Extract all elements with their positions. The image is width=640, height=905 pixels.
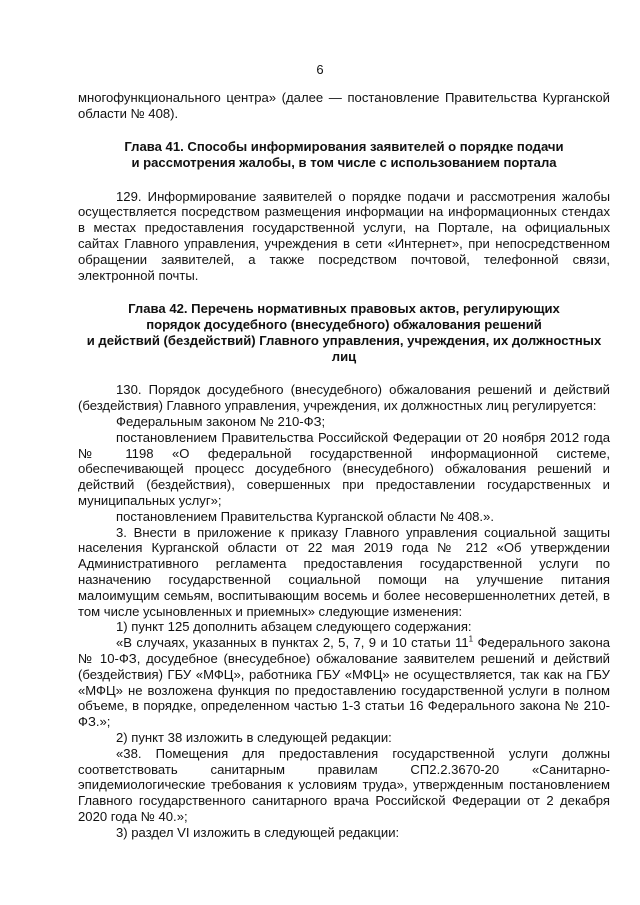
- paragraph-quote-1: [78, 635, 610, 730]
- paragraph-federal-law: Федеральным законом № 210-ФЗ;: [116, 413, 326, 429]
- paragraph-129: 129. Информирование заявителей о порядке подачи и рассмотрения жалобы осуществляется посредством размещения информации на информационных стендах в местах предоставления государственной услуги, на Портале, на официальных сайтах Главного управления, учреждения в сети «Интернет», при непосредственном обращении заявителей, а также посредством почтовой, телефонной связи, электронной почты.: [78, 188, 610, 283]
- chapter-42-title-line: порядок досудебного (внесудебного) обжалования решений: [146, 317, 542, 333]
- paragraph-sub-1: 1) пункт 125 дополнить абзацем следующего содержания:: [116, 619, 472, 635]
- paragraph-kurgan-decree: постановлением Правительства Курганской области № 408.».: [116, 508, 494, 524]
- chapter-42-title-line: Глава 42. Перечень нормативных правовых актов, регулирующих: [128, 301, 560, 317]
- paragraph-item-3: 3. Внести в приложение к приказу Главного управления социальной защиты населения Курганской области от 22 мая 2019 года № 212 «Об утверждении Административного регламента предоставления государственной услуги по назначению государственной социальной помощи на улучшение питания малоимущим семьям, воспитывающим восемь и более несовершеннолетних детей, в том числе усыновленных и приемных» следующие изменения:: [78, 524, 610, 619]
- quote-1-text: Федерального закона № 10-ФЗ, досудебное (внесудебное) обжалование заявителем решений и действий (бездействия) ГБУ «МФЦ», работника ГБУ «МФЦ» не осуществляется, так как на ГБУ «МФЦ» не возложена функция по предоставлению государственной услуги в полном объеме, в порядке, определенном частью 1-3 статьи 16 Федерального закона № 210-ФЗ.»;: [78, 635, 610, 730]
- chapter-41-title-line: Глава 41. Способы информирования заявителей о порядке подачи: [124, 138, 564, 154]
- paragraph-130: 130. Порядок досудебного (внесудебного) обжалования решений и действий (бездействия) Главного управления, учреждения, их должностных лиц регулируется:: [78, 382, 610, 414]
- paragraph-sub-2: 2) пункт 38 изложить в следующей редакции:: [116, 729, 392, 745]
- paragraph-gov-rf-decree: постановлением Правительства Российской Федерации от 20 ноября 2012 года № 1198 «О федеральной государственной информационной системе, обеспечивающей процесс досудебного (внесудебного) обжалования решений и действий (бездействия), совершенных при предоставлении государственных и муниципальных услуг»;: [78, 429, 610, 508]
- chapter-41-heading: [78, 139, 610, 171]
- chapter-42-title-line: и действий (бездействий) Главного управления, учреждения, их должностных: [86, 333, 602, 349]
- paragraph-quote-2: «38. Помещения для предоставления государственной услуги должны соответствовать санитарным правилам СП2.2.3670-20 «Санитарно-эпидемиологические требования к условиям труда», утвержденным постановлением Главного государственного санитарного врача Российской Федерации от 2 декабря 2020 года № 40.»;: [78, 745, 610, 824]
- page-number: 6: [316, 62, 324, 77]
- quote-1-text: «В случаях, указанных в пунктах 2, 5, 7, 9 и 10 статьи 11: [116, 635, 469, 651]
- chapter-42-heading: [78, 301, 610, 365]
- superscript: 1: [468, 634, 474, 644]
- document-body: [78, 90, 610, 840]
- chapter-42-title-line: лиц: [331, 349, 357, 365]
- paragraph-sub-3: 3) раздел VI изложить в следующей редакции:: [116, 824, 400, 840]
- chapter-41-title-line: и рассмотрения жалобы, в том числе с использованием портала: [131, 154, 557, 170]
- intro-paragraph: многофункционального центра» (далее — постановление Правительства Курганской области № 408).: [78, 90, 610, 121]
